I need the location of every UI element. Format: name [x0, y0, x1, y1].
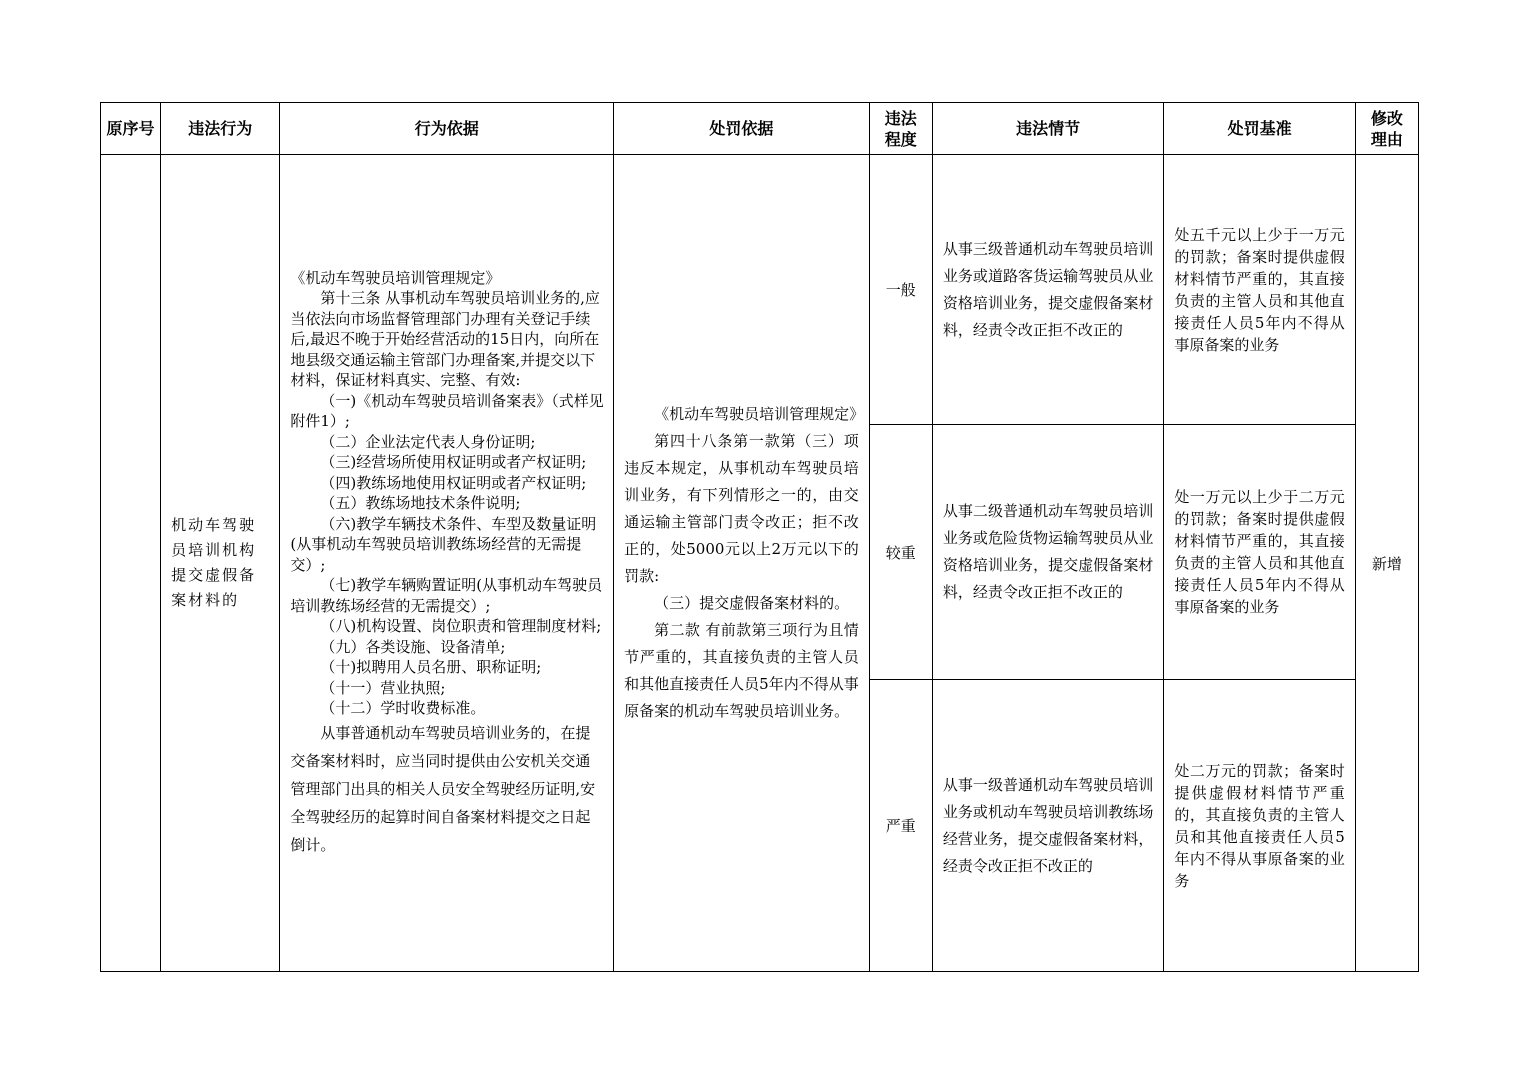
basis-line: （十)拟聘用人员名册、职称证明; — [320, 658, 542, 676]
basis-line: （三)经营场所使用权证明或者产权证明; — [320, 453, 587, 471]
cell-degree-general: 一般 — [869, 155, 932, 425]
cell-act-basis — [280, 155, 614, 972]
header-violation-degree: 违法程度 — [869, 103, 932, 155]
header-original-number: 原序号 — [101, 103, 161, 155]
header-violation-circumstance: 违法情节 — [932, 103, 1164, 155]
cell-degree-severe: 严重 — [869, 680, 932, 972]
standard-text: 处五千元以上少于一万元的罚款；备案时提供虚假材料情节严重的，其直接负责的主管人员和其他直接责任人员5年内不得从事原备案的业务 — [1174, 225, 1345, 354]
circumstance-text: 从事一级普通机动车驾驶员培训业务或机动车驾驶员培训教练场经营业务，提交虚假备案材料，经责令改正拒不改正的 — [942, 775, 1154, 875]
basis-line: 《机动车驾驶员培训管理规定》 — [290, 268, 501, 287]
header-modification-reason: 修改理由 — [1355, 103, 1418, 155]
table-row — [101, 155, 1419, 425]
table-header-row — [101, 103, 1419, 155]
penalty-line: 第四十八条第一款第（三）项 违反本规定，从事机动车驾驶员培训业务，有下列情形之一的，由交通运输主管部门责令改正；拒不改正的，处5000元以上2万元以下的罚款: — [624, 432, 859, 585]
circumstance-text: 从事三级普通机动车驾驶员培训业务或道路客货运输驾驶员从业资格培训业务，提交虚假备案材料，经责令改正拒不改正的 — [942, 239, 1154, 339]
penalty-line: 第二款 有前款第三项行为且情节严重的，其直接负责的主管人员和其他直接责任人员5年内不得从事原备案的机动车驾驶员培训业务。 — [624, 621, 859, 720]
cell-standard-serious — [1164, 425, 1355, 680]
header-penalty-standard: 处罚基准 — [1164, 103, 1355, 155]
cell-modification-reason: 新增 — [1355, 155, 1418, 972]
cell-original-number — [101, 155, 161, 972]
violation-act-text: 机动车驾驶员培训机构提交虚假备案材料的 — [171, 516, 257, 609]
cell-circumstance-severe — [932, 680, 1164, 972]
basis-line: （二）企业法定代表人身份证明; — [320, 432, 536, 451]
penalty-basis-text — [614, 401, 869, 725]
basis-line: （八)机构设置、岗位职责和管理制度材料; — [320, 617, 602, 635]
basis-line: （九）各类设施、设备清单; — [320, 637, 506, 656]
basis-line: （七)教学车辆购置证明(从事机动车驾驶员培训教练场经营的无需提交）; — [290, 576, 603, 615]
cell-circumstance-serious — [932, 425, 1164, 680]
standard-text: 处一万元以上少于二万元的罚款；备案时提供虚假材料情节严重的，其直接负责的主管人员和其他直接责任人员5年内不得从事原备案的业务 — [1174, 488, 1345, 616]
cell-standard-general — [1164, 155, 1355, 425]
basis-line: （十二）学时收费标准。 — [320, 699, 486, 717]
penalty-line: （三）提交虚假备案材料的。 — [654, 594, 850, 612]
basis-line: （五）教练场地技术条件说明; — [320, 494, 521, 512]
cell-standard-severe — [1164, 680, 1355, 972]
basis-line: （十一）营业执照; — [320, 678, 446, 697]
circumstance-text: 从事二级普通机动车驾驶员培训业务或危险货物运输驾驶员从业资格培训业务，提交虚假备案材料，经责令改正拒不改正的 — [942, 502, 1154, 601]
basis-line: 从事普通机动车驾驶员培训业务的，在提交备案材料时，应当同时提供由公安机关交通管理部门出具的相关人员安全驾驶经历证明,安全驾驶经历的起算时间自备案材料提交之日起倒计。 — [290, 723, 596, 854]
standard-text: 处二万元的罚款；备案时提供虚假材料情节严重的，其直接负责的主管人员和其他直接责任人员5年内不得从事原备案的业务 — [1174, 761, 1345, 890]
basis-line: （一)《机动车驾驶员培训备案表》（式样见附件1）; — [290, 391, 604, 430]
header-penalty-basis: 处罚依据 — [614, 103, 870, 155]
cell-degree-serious: 较重 — [869, 425, 932, 680]
cell-circumstance-general — [932, 155, 1164, 425]
basis-line: 第十三条 从事机动车驾驶员培训业务的,应当依法向市场监督管理部门办理有关登记手续后,最迟不晚于开始经营活动的15日内，向所在地县级交通运输主管部门办理备案,并提交以下材料，保证材料真实、完整、有效: — [290, 289, 600, 389]
basis-line: （六)教学车辆技术条件、车型及数量证明(从事机动车驾驶员培训教练场经营的无需提交）; — [290, 514, 597, 574]
basis-line: （四)教练场地使用权证明或者产权证明; — [320, 473, 587, 492]
header-violation-act: 违法行为 — [161, 103, 280, 155]
penalty-standard-table — [100, 102, 1419, 972]
act-basis-text — [280, 268, 613, 859]
cell-violation-act — [161, 155, 280, 972]
cell-penalty-basis — [614, 155, 870, 972]
penalty-line: 《机动车驾驶员培训管理规定》 — [654, 405, 865, 423]
header-act-basis: 行为依据 — [280, 103, 614, 155]
